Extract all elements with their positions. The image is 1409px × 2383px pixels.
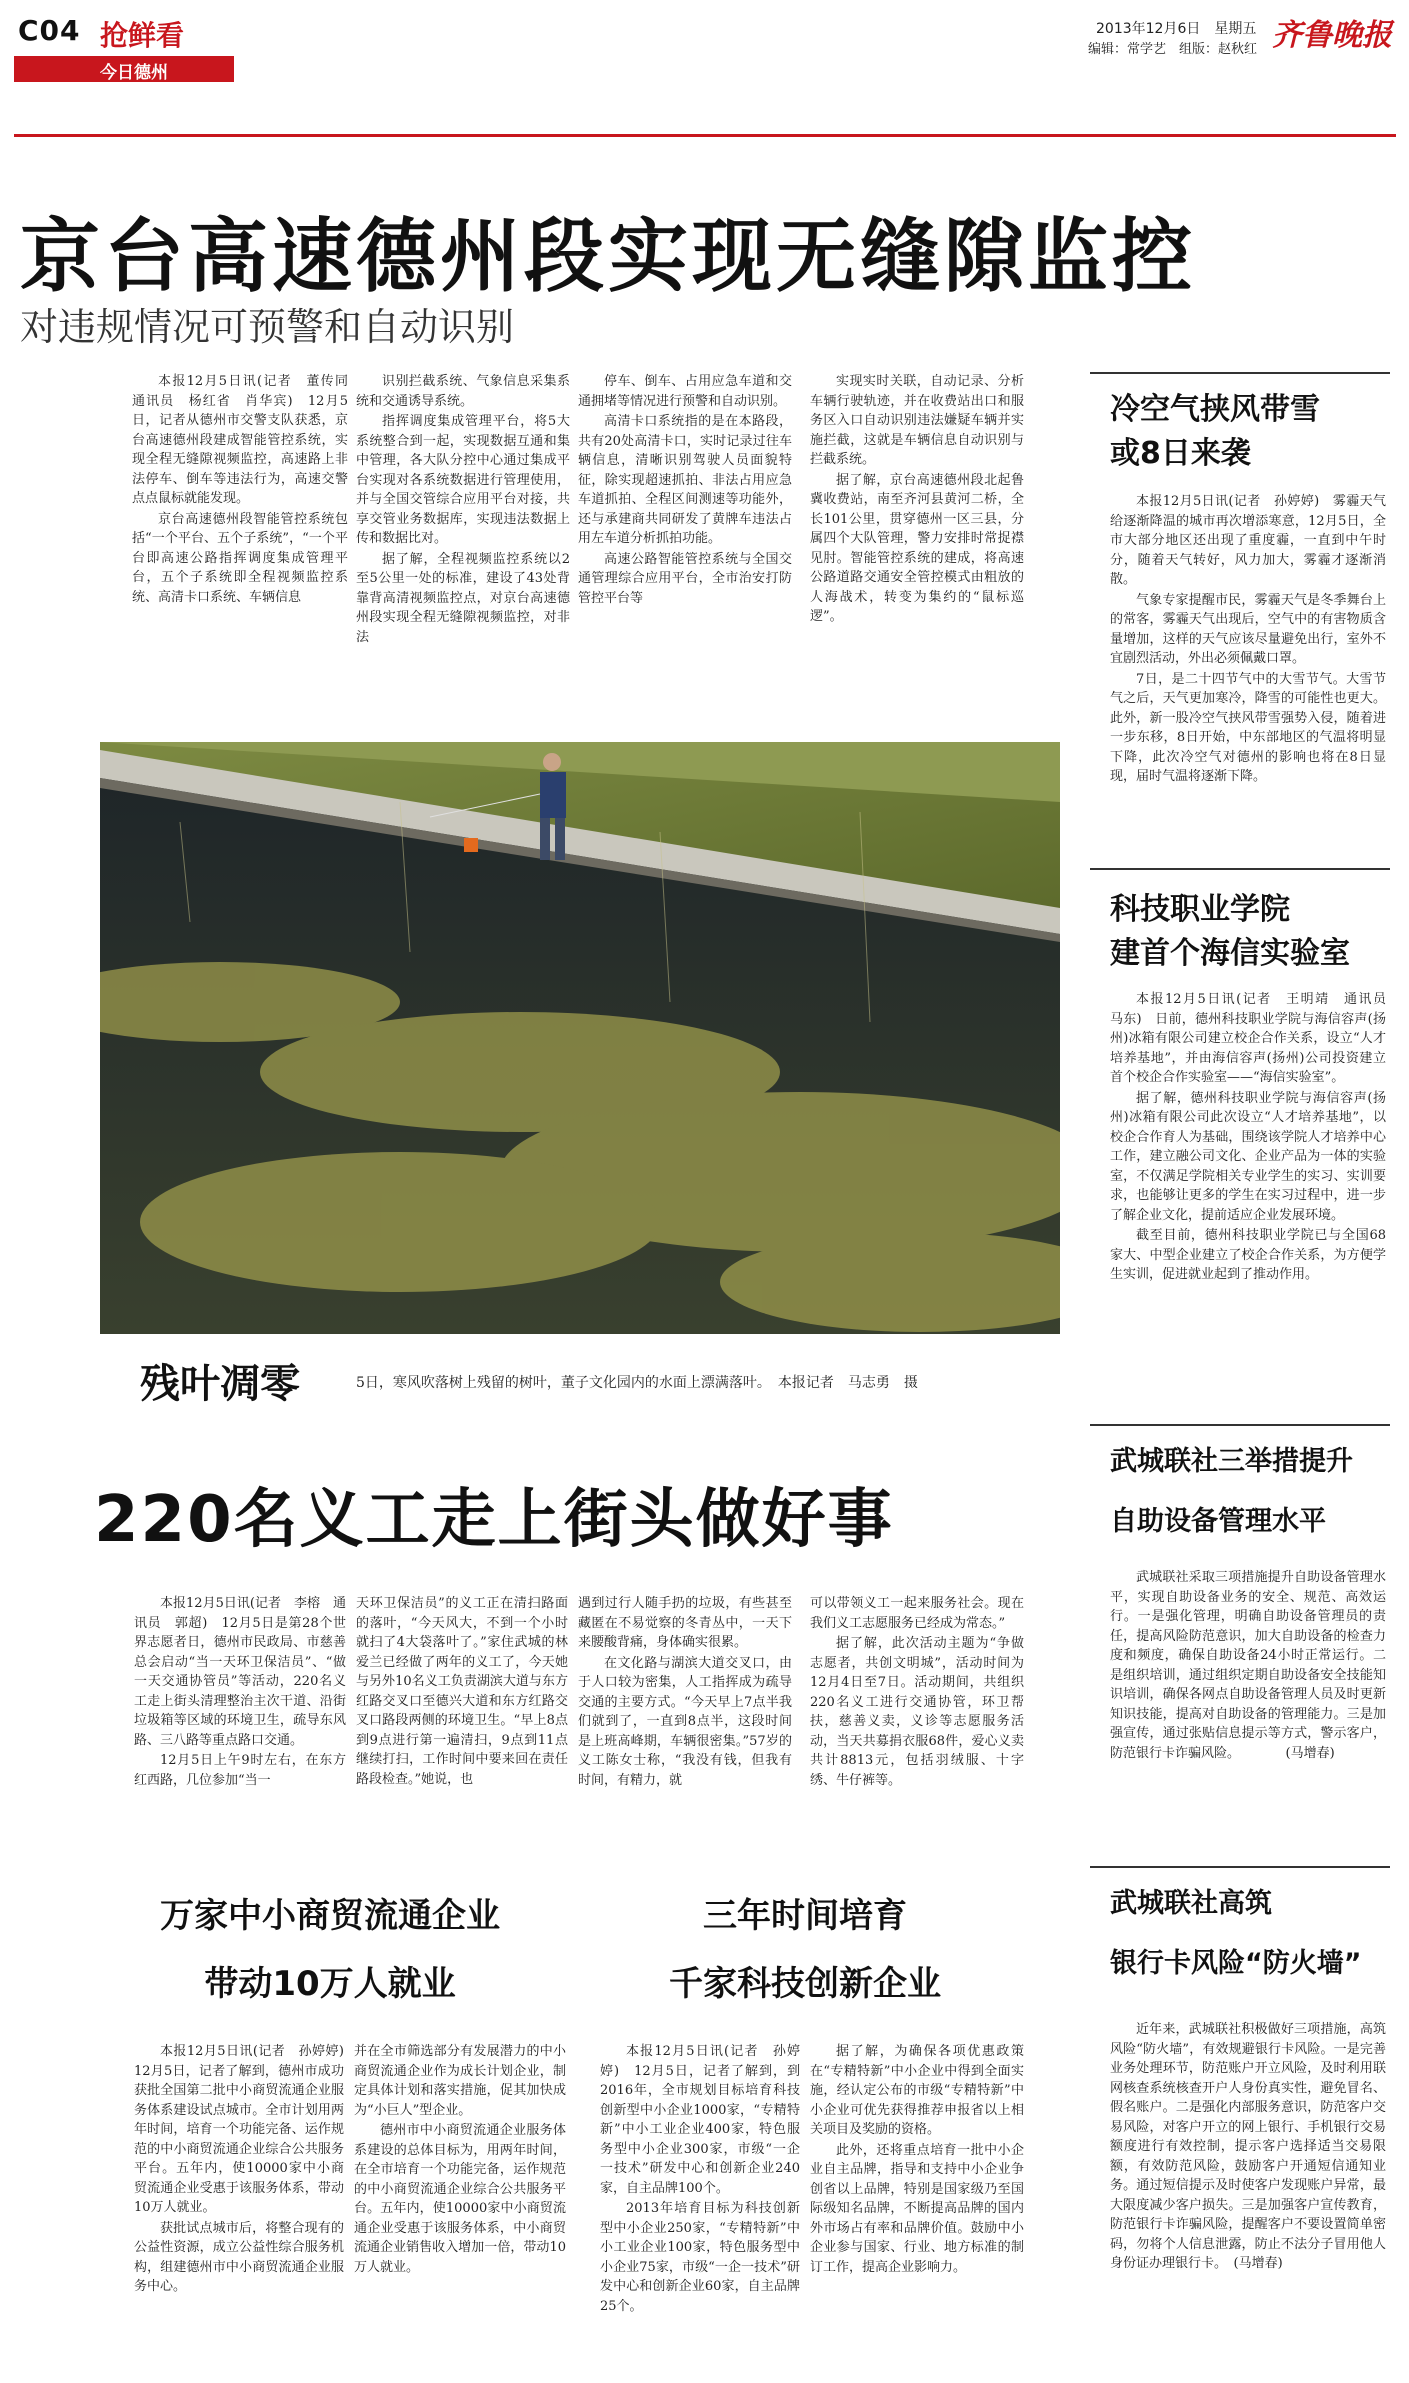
paragraph: 据了解，德州科技职业学院与海信容声(扬州)冰箱有限公司此次设立“人才培养基地”，以校企合作育人为基础，围绕该学院人才培养中心工作，建立融公司文化、企业产品为一体的实验室，不仅满足学院相关专业学生的实习、实训要求，也能够让更多的学生在实习过程中，进一步了解企业文化，提前适应企业发展环境。 bbox=[1110, 1090, 1386, 1223]
paragraph: 实现实时关联，自动记录、分析车辆行驶轨迹，并在收费站出口和服务区入口自动识别违法嫌疑车辆并实施拦截，这就是车辆信息自动识别与拦截系统。 bbox=[810, 374, 1024, 467]
editor-credits: 编辑：常学艺 组版：赵秋红 bbox=[1088, 42, 1258, 57]
paragraph: 识别拦截系统、气象信息采集系统和交通诱导系统。 bbox=[356, 374, 570, 409]
header-divider bbox=[14, 134, 1396, 137]
paper-logo: 齐鲁晚报 bbox=[1272, 18, 1392, 53]
wucheng-1-headline bbox=[1110, 1440, 1390, 1544]
paragraph: 气象专家提醒市民，雾霾天气是冬季舞台上的常客，雾霾天气出现后，空气中的有害物质含量增加，这样的天气应该尽量避免出行，室外不宜剧烈活动，外出必须佩戴口罩。 bbox=[1110, 592, 1386, 666]
photo-illustration bbox=[100, 742, 1060, 1334]
wucheng-2-headline bbox=[1110, 1882, 1390, 1986]
college-body bbox=[1110, 990, 1400, 1286]
volunteer-col-2 bbox=[356, 1594, 568, 1790]
paragraph: 2013年培育目标为科技创新型中小企业250家，“专精特新”中小工业企业100家，特色服务型中小企业75家，市级“一企一技术”研发中心和创新企业60家，自主品牌25个。 bbox=[600, 2201, 800, 2314]
paragraph: 天环卫保洁员”的义工正在清扫路面的落叶，“今天风大，不到一个小时就扫了4大袋落叶了。”家住武城的林爱兰已经做了两年的义工了，今天她与另外10名义工负责湖滨大道与东方红路交叉口至德兴大道和东方红路交叉口路段两侧的环境卫生。“早上8点到9点进行第一遍清扫，9点到11点继续打扫，工作时间中要来回在责任路段检查。”她说，也 bbox=[356, 1596, 568, 1787]
issue-date: 2013年12月6日 星期五 bbox=[1096, 21, 1257, 37]
paragraph: 据了解，京台高速德州段北起鲁冀收费站，南至齐河县黄河二桥，全长101公里，贯穿德州一区三县，分属四个大队管理，警力安排时常捉襟见肘。智能管控系统的建成，将高速公路道路交通安全管控模式由粗放的人海战术，转变为集约的“鼠标巡逻”。 bbox=[810, 472, 1024, 624]
weather-headline-line-2: 或8日来袭 bbox=[1110, 436, 1251, 471]
paragraph: 本报12月5日讯(记者 孙婷婷) 12月5日，记者了解到，到2016年，全市规划目标培育科技创新型中小企业1000家，“专精特新”中小工业企业400家，特色服务型中小企业300家，市级“一企一技术”研发中心和创新企业240家，自主品牌100个。 bbox=[600, 2044, 800, 2196]
weather-headline bbox=[1110, 388, 1390, 476]
volunteer-col-3 bbox=[578, 1594, 792, 1791]
main-story-col-4 bbox=[810, 372, 1024, 628]
main-story-col-1 bbox=[132, 372, 362, 608]
paragraph: 遇到过行人随手扔的垃圾，有些甚至藏匿在不易觉察的冬青丛中，一天下来腰酸背痛，身体确实很累。 bbox=[578, 1596, 792, 1650]
wucheng-2-headline-line-1: 武城联社高筑 bbox=[1110, 1888, 1272, 1919]
paragraph: 据了解，此次活动主题为“争做志愿者，共创文明城”，活动时间为12月4日至7日。活动期间，共组织220名义工进行交通协管，环卫帮扶，慈善义卖，义诊等志愿服务活动，当天共募捐衣服68件，爱心义卖共计8813元，包括羽绒服、十字绣、牛仔裤等。 bbox=[810, 1636, 1024, 1788]
paragraph: 7日，是二十四节气中的大雪节气。大雪节气之后，天气更加寒冷，降雪的可能性也更大。此外，新一股冷空气挟风带雪强势入侵，随着进一步东移，8日开始，中东部地区的气温将明显下降，此次冷空气对德州的影响也将在8日显现，届时气温将逐渐下降。 bbox=[1110, 671, 1386, 784]
main-subheadline: 对违规情况可预警和自动识别 bbox=[20, 305, 515, 349]
photo-caption: 5日，寒风吹落树上残留的树叶，董子文化园内的水面上漂满落叶。 本报记者 马志勇 摄 bbox=[356, 1375, 918, 1391]
right-col-rule bbox=[1090, 372, 1390, 374]
paragraph: 本报12月5日讯(记者 董传同 通讯员 杨红省 肖华宾) 12月5日，记者从德州市交警支队获悉，京台高速德州段建成智能管控系统，实现全程无缝隙视频监控，高速路上非法停车、倒车等违法行为，高速交警点点鼠标就能发现。 bbox=[132, 374, 362, 506]
paragraph: 德州市中小商贸流通企业服务体系建设的总体目标为，用两年时间，在全市培育一个功能完备，运作规范的中小商贸流通企业综合公共服务平台。五年内，使10000家中小商贸流通企业受惠于该服务体系，中小商贸流通企业销售收入增加一倍，带动10万人就业。 bbox=[354, 2123, 566, 2275]
volunteer-col-4 bbox=[810, 1594, 1024, 1791]
subsection-name: 今日德州 bbox=[100, 63, 168, 83]
paragraph: 武城联社采取三项措施提升自助设备管理水平，实现自助设备业务的安全、规范、高效运行。一是强化管理，明确自助设备管理员的责任，提高风险防范意识，加大自助设备的检查力度和频度，确保自助设备24小时正常运行。二是组织培训，通过组织定期自助设备安全技能知识培训，确保各网点自助设备管理人员及时更新知识技能，提高对自助设备的管理能力。三是加强宣传，通过张贴信息提示等方式，警示客户，防范银行卡诈骗风险。 (马增春) bbox=[1110, 1570, 1386, 1761]
smb-headline-line-2: 带动10万人就业 bbox=[204, 1964, 456, 2004]
paragraph: 本报12月5日讯(记者 孙婷婷) 雾霾天气给逐渐降温的城市再次增添寒意，12月5日，全市大部分地区还出现了重度霾，一直到中午时分，随着天气转好，风力加大，雾霾才逐渐消散。 bbox=[1110, 494, 1386, 587]
main-story-col-2 bbox=[356, 372, 570, 648]
wucheng-2-body bbox=[1110, 2020, 1386, 2275]
tech-headline-line-2: 千家科技创新企业 bbox=[669, 1964, 941, 2004]
paragraph: 近年来，武城联社积极做好三项措施，高筑风险“防火墙”，有效规避银行卡风险。一是完善业务处理环节，防范账户开立风险，及时利用联网核查系统核查开户人身份真实性，避免冒名、假名账户。二是强化内部服务意识，防范客户交易风险，对客户开立的网上银行、手机银行交易额度进行有效控制，提示客户选择适当交易限额，有效防范风险，鼓励客户开通短信通知业务。通过短信提示及时使客户发现账户异常，最大限度减少客户损失。三是加强客户宣传教育，防范银行卡诈骗风险，提醒客户不要设置简单密码，勿将个人信息泄露，防止不法分子冒用他人身份证办理银行卡。 (马增春) bbox=[1110, 2022, 1386, 2271]
page-number: C04 bbox=[18, 14, 81, 47]
paragraph: 停车、倒车、占用应急车道和交通拥堵等情况进行预警和自动识别。 bbox=[578, 374, 792, 409]
weather-headline-line-1: 冷空气挟风带雪 bbox=[1110, 392, 1320, 427]
paragraph: 12月5日上午9时左右，在东方红西路，几位参加“当一 bbox=[134, 1753, 346, 1788]
paragraph: 并在全市筛选部分有发展潜力的中小商贸流通企业作为成长计划企业，制定具体计划和落实措施，促其加快成为“小巨人”型企业。 bbox=[354, 2044, 566, 2118]
news-photo bbox=[100, 742, 1060, 1334]
right-col-rule bbox=[1090, 1866, 1390, 1868]
paragraph: 可以带领义工一起来服务社会。现在我们义工志愿服务已经成为常态。” bbox=[810, 1596, 1024, 1631]
right-col-rule bbox=[1090, 1424, 1390, 1426]
volunteer-headline: 220名义工走上街头做好事 bbox=[94, 1483, 894, 1557]
paragraph: 高清卡口系统指的是在本路段，共有20处高清卡口，实时记录过往车辆信息，清晰识别驾驶人员面貌特征，除实现超速抓拍、非法占用应急车道抓拍、全程区间测速等功能外，还与承建商共同研发了黄牌车违法占用左车道分析抓拍功能。 bbox=[578, 414, 792, 546]
main-story-col-3 bbox=[578, 372, 792, 609]
volunteer-col-1 bbox=[134, 1594, 346, 1791]
wucheng-1-headline-line-2: 自助设备管理水平 bbox=[1110, 1506, 1326, 1537]
right-col-rule bbox=[1090, 868, 1390, 870]
paragraph: 指挥调度集成管理平台，将5大系统整合到一起，实现数据互通和集中管理，各大队分控中心通过集成平台实现对各系统数据进行管理使用，并与全国交管综合应用平台对接，共享交管业务数据库，实现违法数据上传和数据比对。 bbox=[356, 414, 570, 546]
paragraph: 高速公路智能管控系统与全国交通管理综合应用平台，全市治安打防管控平台等 bbox=[578, 551, 792, 606]
section-name: 抢鲜看 bbox=[100, 19, 185, 52]
paragraph: 京台高速德州段智能管控系统包括“一个平台、五个子系统”，“一个平台即高速公路指挥调度集成管理平台，五个子系统即全程视频监控系统、高清卡口系统、车辆信息 bbox=[132, 511, 348, 605]
tech-col-2 bbox=[810, 2042, 1024, 2278]
smb-headline-line-1: 万家中小商贸流通企业 bbox=[160, 1896, 500, 1936]
tech-col-1 bbox=[600, 2042, 800, 2317]
weather-body bbox=[1110, 492, 1386, 788]
main-headline: 京台高速德州段实现无缝隙监控 bbox=[20, 210, 1196, 303]
paragraph: 本报12月5日讯(记者 王明靖 通讯员 马东) 日前，德州科技职业学院与海信容声(扬州)冰箱有限公司建立校企合作关系，设立“人才培养基地”，并由海信容声(扬州)公司投资建立首个校企合作实验室——“海信实验室”。 bbox=[1110, 992, 1400, 1085]
paragraph: 据了解，全程视频监控系统以2至5公里一处的标准，建设了43处背靠背高清视频监控点，对京台高速德州段实现全程无缝隙视频监控，对非法 bbox=[356, 551, 570, 645]
college-headline-line-1: 科技职业学院 bbox=[1110, 892, 1290, 927]
paragraph: 在文化路与湖滨大道交叉口，由于人口较为密集，人工指挥成为疏导交通的主要方式。“今天早上7点半我们就到了，一直到8点半，这段时间是上班高峰期，车辆很密集。”57岁的义工陈女士称，“我没有钱，但我有时间，有精力，就 bbox=[578, 1655, 792, 1788]
smb-col-1 bbox=[134, 2042, 358, 2298]
college-headline bbox=[1110, 888, 1390, 976]
wucheng-2-headline-line-2: 银行卡风险“防火墙” bbox=[1110, 1948, 1362, 1979]
paragraph: 本报12月5日讯(记者 李榕 通讯员 郭超) 12月5日是第28个世界志愿者日，德州市民政局、市慈善总会启动“当一天环卫保洁员”、“做一天交通协管员”等活动，220名义工走上街头清理整治主次干道、沿街垃圾箱等区域的环境卫生，疏导东风路、三八路等重点路口交通。 bbox=[134, 1596, 346, 1748]
paragraph: 据了解，为确保各项优惠政策在“专精特新”中小企业中得到全面实施，经认定公布的市级“专精特新”中小企业可优先获得推荐申报省以上相关项目及奖励的资格。 bbox=[810, 2044, 1024, 2137]
paragraph: 本报12月5日讯(记者 孙婷婷) 12月5日，记者了解到，德州市成功获批全国第二批中小商贸流通企业服务体系建设试点城市。全市计划用两年时间，培育一个功能完备、运作规范的中小商贸流通企业综合公共服务平台。五年内，使10000家中小商贸流通企业受惠于该服务体系，带动10万人就业。 bbox=[134, 2044, 358, 2215]
paragraph: 截至目前，德州科技职业学院已与全国68家大、中型企业建立了校企合作关系，为方便学生实训，促进就业起到了推动作用。 bbox=[1110, 1228, 1386, 1282]
college-headline-line-2: 建首个海信实验室 bbox=[1110, 936, 1350, 971]
photo-caption-title: 残叶凋零 bbox=[140, 1361, 300, 1407]
wucheng-1-body bbox=[1110, 1568, 1386, 1764]
paragraph: 获批试点城市后，将整合现有的公益性资源，成立公益性综合服务机构，组建德州市中小商贸流通企业服务中心。 bbox=[134, 2220, 344, 2294]
wucheng-1-headline-line-1: 武城联社三举措提升 bbox=[1110, 1446, 1353, 1477]
tech-headline-line-1: 三年时间培育 bbox=[703, 1896, 907, 1936]
smb-col-2 bbox=[354, 2042, 566, 2278]
paragraph: 此外，还将重点培育一批中小企业自主品牌，指导和支持中小企业争创省以上品牌，特别是国家级乃至国际级知名品牌，不断提高品牌的国内外市场占有率和品牌价值。鼓励中小企业参与国家、行业、地方标准的制订工作，提高企业影响力。 bbox=[810, 2142, 1024, 2275]
